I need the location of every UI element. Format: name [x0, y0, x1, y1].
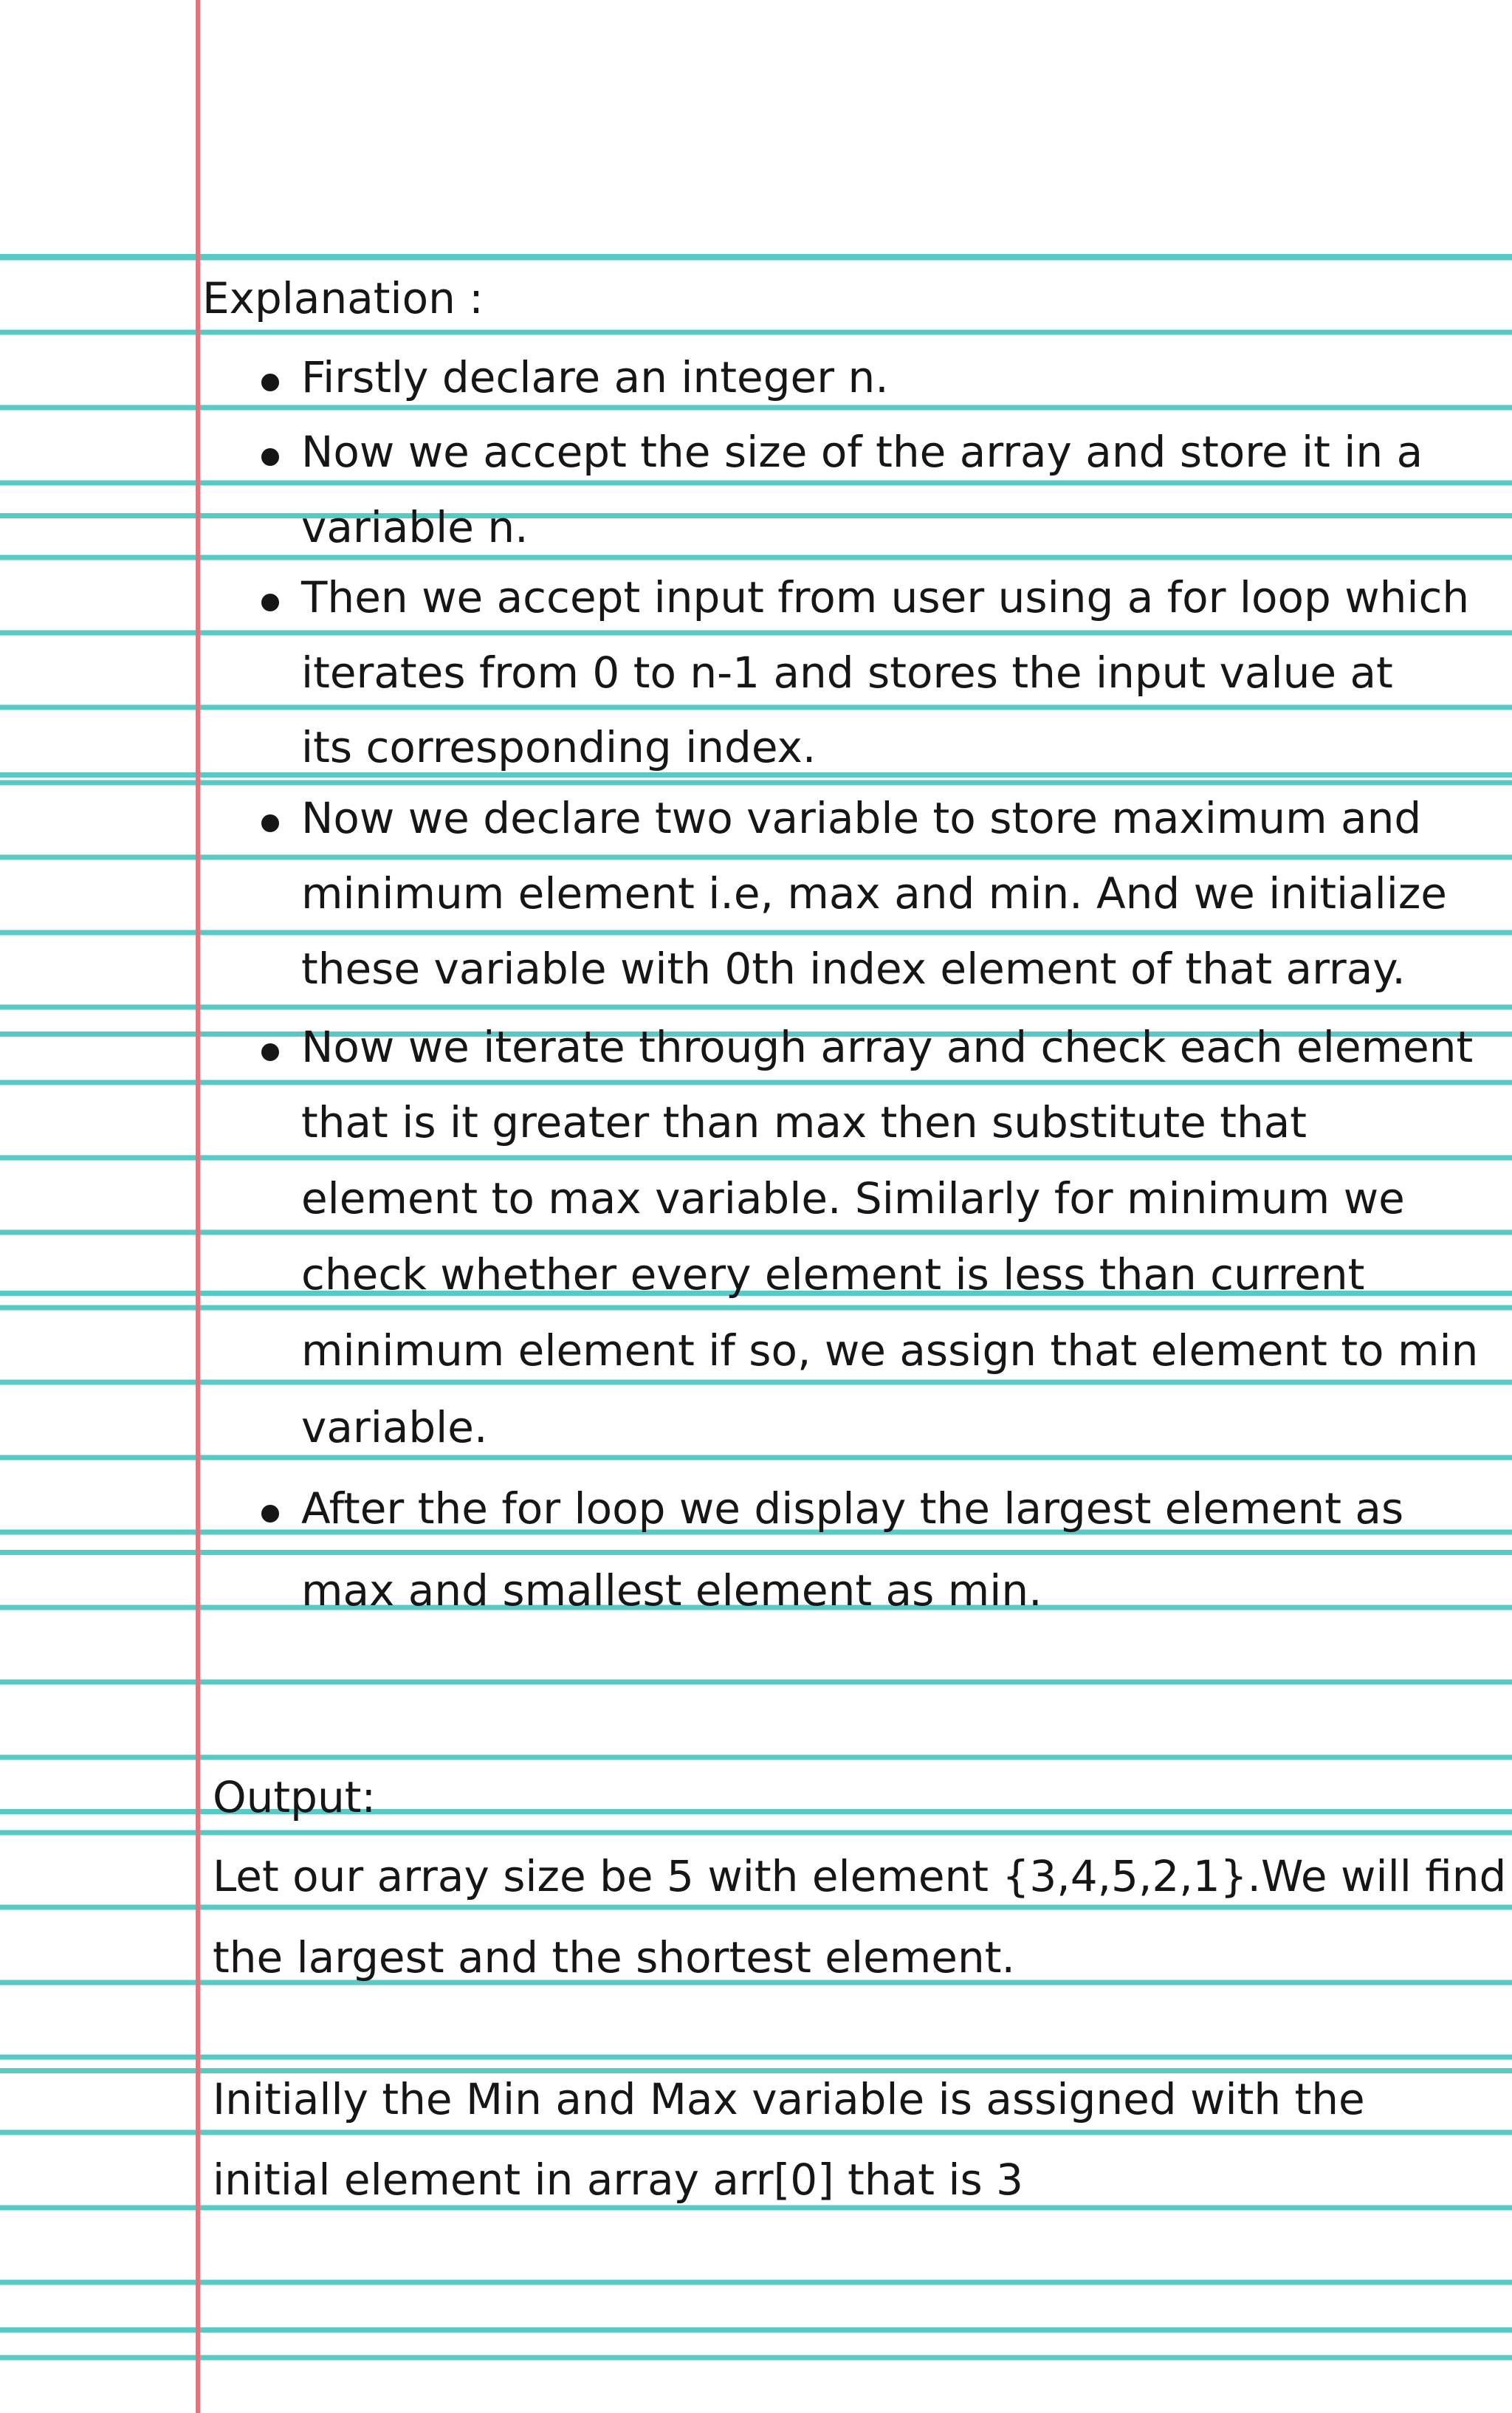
- bullet-6-line-2: max and smallest element as min.: [301, 1565, 1042, 1616]
- bullet-1-line-1: Firstly declare an integer n.: [301, 352, 889, 402]
- initial-line-2: initial element in array arr[0] that is 3: [213, 2155, 1024, 2205]
- bullet-6-line-1: After the for loop we display the largest element as: [301, 1483, 1404, 1534]
- bullet-4-line-3: these variable with 0th index element of that array.: [301, 944, 1406, 994]
- explanation-heading: Explanation :: [202, 273, 484, 323]
- initial-line-1: Initially the Min and Max variable is assigned with the: [213, 2074, 1365, 2124]
- bullet-dot: [261, 374, 279, 391]
- bullet-dot: [261, 594, 279, 611]
- bullet-5-line-4: check whether every element is less than current: [301, 1249, 1365, 1300]
- bullet-3-line-1: Then we accept input from user using a for loop which: [301, 572, 1470, 622]
- output-line-2: the largest and the shortest element.: [213, 1932, 1015, 1983]
- bullet-4-line-2: minimum element i.e, max and min. And we initialize: [301, 868, 1447, 919]
- bullet-2-line-2: variable n.: [301, 502, 529, 552]
- bullet-2-line-1: Now we accept the size of the array and store it in a: [301, 427, 1423, 477]
- bullet-4-line-1: Now we declare two variable to store maximum and: [301, 793, 1422, 843]
- output-line-1: Let our array size be 5 with element {3,4,5,2,1}.We will find: [213, 1851, 1507, 1901]
- bullet-dot: [261, 448, 279, 466]
- margin-line: [196, 0, 200, 2413]
- bullet-5-line-2: that is it greater than max then substitute that: [301, 1097, 1307, 1147]
- bullet-dot: [261, 814, 279, 832]
- bullet-dot: [261, 1505, 279, 1523]
- bullet-dot: [261, 1043, 279, 1061]
- output-heading: Output:: [213, 1772, 377, 1822]
- bullet-5-line-1: Now we iterate through array and check each element: [301, 1022, 1474, 1072]
- bullet-5-line-3: element to max variable. Similarly for minimum we: [301, 1173, 1405, 1223]
- bullet-3-line-2: iterates from 0 to n-1 and stores the input value at: [301, 648, 1393, 698]
- bullet-5-line-5: minimum element if so, we assign that element to min: [301, 1325, 1479, 1376]
- bullet-5-line-6: variable.: [301, 1402, 488, 1452]
- bullet-3-line-3: its corresponding index.: [301, 722, 817, 772]
